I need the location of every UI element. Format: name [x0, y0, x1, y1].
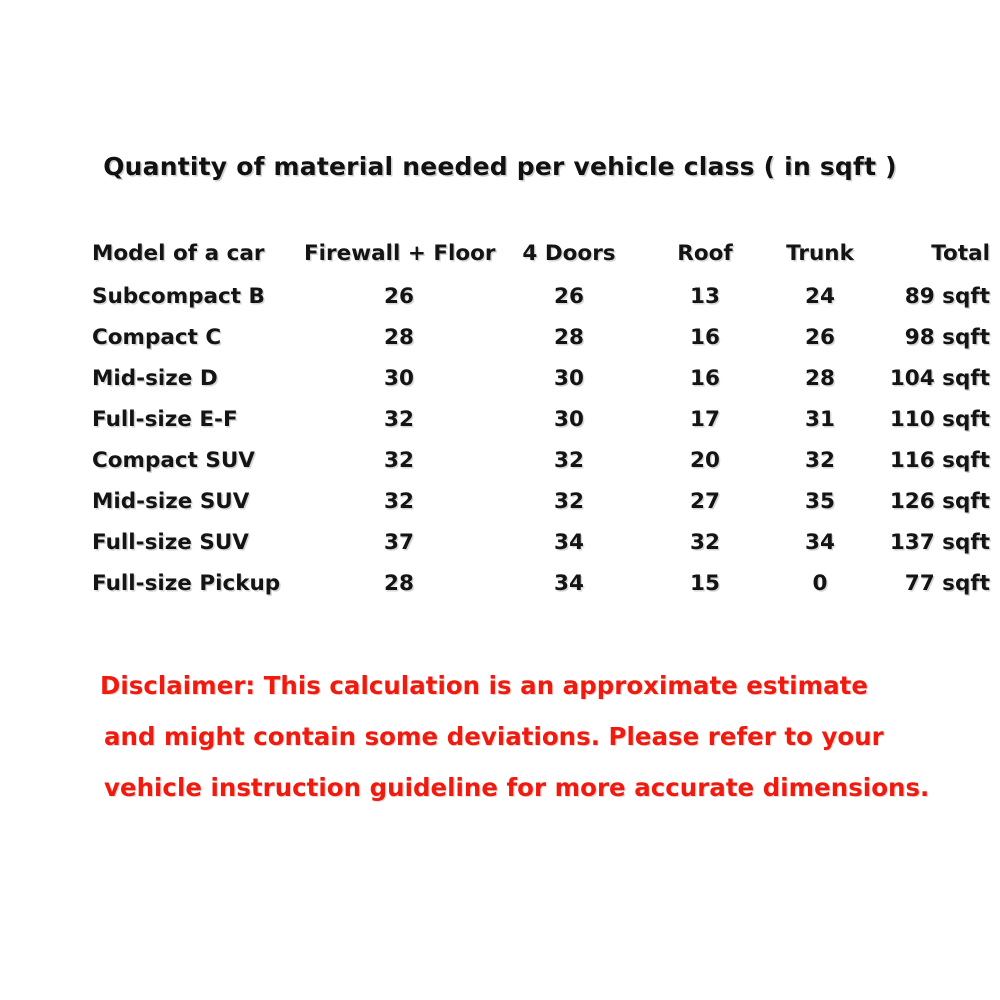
cell-model: Compact C — [92, 325, 222, 350]
cell-model: Mid-size D — [92, 366, 218, 391]
column-header-roof: Roof — [677, 241, 733, 266]
cell-trunk: 24 — [805, 284, 835, 309]
cell-roof: 13 — [690, 284, 720, 309]
cell-model: Full-size Pickup — [92, 571, 281, 596]
cell-trunk: 31 — [805, 407, 835, 432]
cell-firewall-floor: 30 — [384, 366, 414, 391]
cell-doors: 30 — [554, 366, 584, 391]
disclaimer-text — [100, 660, 946, 813]
column-header-trunk: Trunk — [786, 241, 854, 266]
table-row — [92, 317, 994, 358]
cell-firewall-floor: 32 — [384, 407, 414, 432]
table-header-row — [92, 232, 994, 276]
cell-total: 77 sqft — [904, 571, 990, 596]
column-header-doors: 4 Doors — [522, 241, 616, 266]
disclaimer-line-1: Disclaimer: This calculation is an approximate estimate — [100, 671, 869, 700]
table-row — [92, 358, 994, 399]
cell-trunk: 32 — [805, 448, 835, 473]
table-row — [92, 522, 994, 563]
cell-roof: 32 — [690, 530, 720, 555]
cell-model: Full-size SUV — [92, 530, 249, 555]
column-header-model: Model of a car — [92, 241, 265, 266]
cell-total: 104 sqft — [889, 366, 990, 391]
cell-roof: 15 — [690, 571, 720, 596]
table-row — [92, 440, 994, 481]
cell-firewall-floor: 37 — [384, 530, 414, 555]
table-body — [92, 276, 994, 604]
column-header-total: Total — [931, 241, 990, 266]
cell-doors: 32 — [554, 489, 584, 514]
cell-total: 137 sqft — [889, 530, 990, 555]
cell-total: 110 sqft — [889, 407, 990, 432]
cell-firewall-floor: 28 — [384, 325, 414, 350]
cell-doors: 30 — [554, 407, 584, 432]
cell-roof: 20 — [690, 448, 720, 473]
cell-firewall-floor: 32 — [384, 489, 414, 514]
cell-roof: 17 — [690, 407, 720, 432]
disclaimer-line-3: vehicle instruction guideline for more accurate dimensions. — [104, 773, 930, 802]
cell-total: 98 sqft — [904, 325, 990, 350]
cell-total: 126 sqft — [889, 489, 990, 514]
cell-trunk: 35 — [805, 489, 835, 514]
cell-total: 116 sqft — [889, 448, 990, 473]
cell-trunk: 0 — [812, 571, 828, 596]
table-row — [92, 481, 994, 522]
cell-model: Subcompact B — [92, 284, 265, 309]
cell-firewall-floor: 28 — [384, 571, 414, 596]
cell-firewall-floor: 26 — [384, 284, 414, 309]
cell-doors: 32 — [554, 448, 584, 473]
cell-firewall-floor: 32 — [384, 448, 414, 473]
table-header — [92, 232, 994, 276]
cell-roof: 16 — [690, 325, 720, 350]
cell-trunk: 28 — [805, 366, 835, 391]
cell-trunk: 34 — [805, 530, 835, 555]
cell-doors: 26 — [554, 284, 584, 309]
column-header-firewall-floor: Firewall + Floor — [304, 241, 496, 266]
table-row — [92, 563, 994, 604]
cell-roof: 27 — [690, 489, 720, 514]
cell-model: Mid-size SUV — [92, 489, 250, 514]
cell-trunk: 26 — [805, 325, 835, 350]
table-row — [92, 399, 994, 440]
material-quantity-table — [92, 232, 994, 604]
cell-roof: 16 — [690, 366, 720, 391]
table-row — [92, 276, 994, 317]
cell-doors: 28 — [554, 325, 584, 350]
page-title: Quantity of material needed per vehicle class ( in sqft ) — [103, 152, 897, 181]
cell-doors: 34 — [554, 530, 584, 555]
cell-model: Compact SUV — [92, 448, 255, 473]
cell-total: 89 sqft — [904, 284, 990, 309]
cell-model: Full-size E-F — [92, 407, 238, 432]
cell-doors: 34 — [554, 571, 584, 596]
disclaimer-line-2: and might contain some deviations. Please refer to your — [104, 722, 884, 751]
